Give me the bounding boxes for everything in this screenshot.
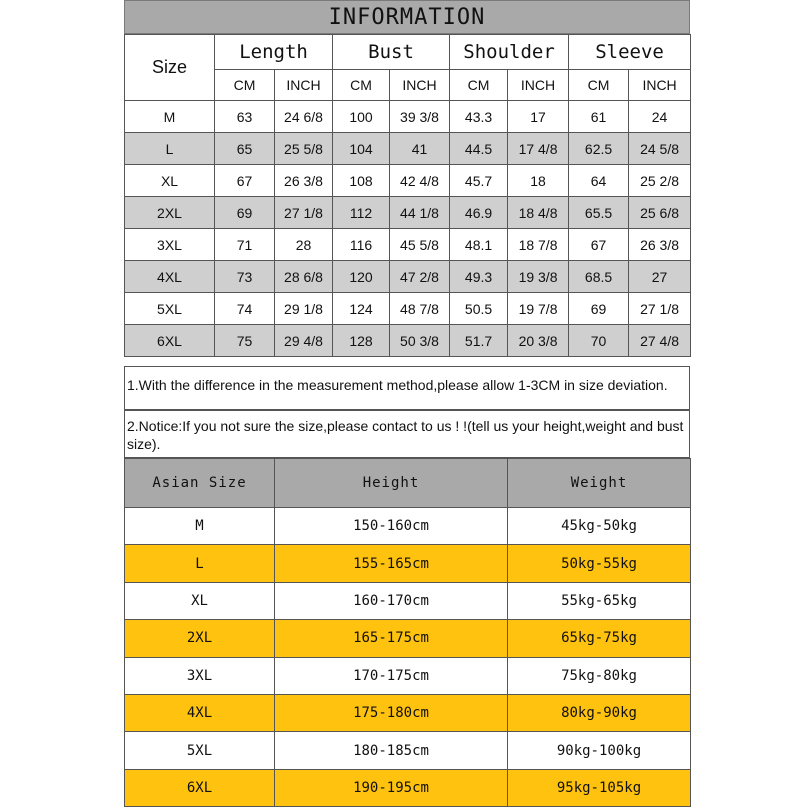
size-label: M: [125, 101, 215, 133]
weight-header: Weight: [508, 459, 691, 508]
measurement-cell: 70: [569, 325, 629, 357]
height-cell: 170-175cm: [275, 657, 508, 694]
weight-cell: 50kg-55kg: [508, 545, 691, 582]
unit-header: INCH: [508, 70, 569, 101]
unit-header: CM: [215, 70, 275, 101]
measurement-cell: 124: [333, 293, 390, 325]
measurement-cell: 120: [333, 261, 390, 293]
unit-header: INCH: [275, 70, 333, 101]
measurement-cell: 29 1/8: [275, 293, 333, 325]
measurement-cell: 45.7: [450, 165, 508, 197]
measurement-cell: 42 4/8: [390, 165, 450, 197]
measurement-cell: 29 4/8: [275, 325, 333, 357]
size-label: XL: [125, 165, 215, 197]
size-label: 2XL: [125, 197, 215, 229]
measurement-cell: 20 3/8: [508, 325, 569, 357]
measurement-cell: 43.3: [450, 101, 508, 133]
measurement-cell: 108: [333, 165, 390, 197]
unit-header: CM: [569, 70, 629, 101]
measurement-cell: 28 6/8: [275, 261, 333, 293]
measurement-cell: 24: [629, 101, 691, 133]
asian-size-label: 4XL: [125, 694, 275, 731]
information-title: INFORMATION: [124, 0, 690, 34]
asian-size-label: XL: [125, 582, 275, 619]
measurement-cell: 41: [390, 133, 450, 165]
measurement-cell: 47 2/8: [390, 261, 450, 293]
measurement-cell: 100: [333, 101, 390, 133]
measurement-cell: 75: [215, 325, 275, 357]
table-row: [125, 133, 691, 165]
table-row: [125, 545, 691, 582]
measurement-cell: 104: [333, 133, 390, 165]
unit-header: INCH: [629, 70, 691, 101]
measurement-cell: 27: [629, 261, 691, 293]
measurement-cell: 65.5: [569, 197, 629, 229]
weight-cell: 75kg-80kg: [508, 657, 691, 694]
size-label: 3XL: [125, 229, 215, 261]
measurement-cell: 26 3/8: [629, 229, 691, 261]
asian-size-label: 3XL: [125, 657, 275, 694]
measurement-cell: 17 4/8: [508, 133, 569, 165]
measurement-cell: 24 6/8: [275, 101, 333, 133]
measurement-cell: 49.3: [450, 261, 508, 293]
measurement-cell: 18 7/8: [508, 229, 569, 261]
measurement-cell: 44 1/8: [390, 197, 450, 229]
sleeve-group-header: Sleeve: [569, 35, 691, 70]
measurement-cell: 71: [215, 229, 275, 261]
measurement-cell: 45 5/8: [390, 229, 450, 261]
size-label: 4XL: [125, 261, 215, 293]
asian-size-label: L: [125, 545, 275, 582]
size-label: 5XL: [125, 293, 215, 325]
table-row: [125, 732, 691, 769]
unit-header: CM: [450, 70, 508, 101]
unit-header: INCH: [390, 70, 450, 101]
measurement-cell: 44.5: [450, 133, 508, 165]
measurement-cell: 73: [215, 261, 275, 293]
size-label: 6XL: [125, 325, 215, 357]
table-row: [125, 197, 691, 229]
measurement-cell: 39 3/8: [390, 101, 450, 133]
table-row: [125, 261, 691, 293]
weight-cell: 90kg-100kg: [508, 732, 691, 769]
table-row: [125, 694, 691, 731]
size-chart-sheet: [124, 0, 690, 800]
size-label: L: [125, 133, 215, 165]
measurement-cell: 50.5: [450, 293, 508, 325]
measurement-cell: 69: [215, 197, 275, 229]
measurement-cell: 18 4/8: [508, 197, 569, 229]
size-contact-note: 2.Notice:If you not sure the size,please contact to us ! !(tell us your height,weight and bust size).: [124, 410, 690, 458]
table-row: [125, 657, 691, 694]
measurement-cell: 28: [275, 229, 333, 261]
measurement-cell: 48 7/8: [390, 293, 450, 325]
length-group-header: Length: [215, 35, 333, 70]
measurement-cell: 17: [508, 101, 569, 133]
unit-header: CM: [333, 70, 390, 101]
table-row: [125, 508, 691, 545]
measurement-cell: 61: [569, 101, 629, 133]
measurement-note: 1.With the difference in the measurement method,please allow 1-3CM in size deviation.: [124, 366, 690, 410]
measurement-cell: 128: [333, 325, 390, 357]
measurement-table: [124, 34, 691, 357]
measurement-cell: 48.1: [450, 229, 508, 261]
measurement-cell: 50 3/8: [390, 325, 450, 357]
weight-cell: 45kg-50kg: [508, 508, 691, 545]
size-column-header: Size: [125, 35, 215, 101]
measurement-cell: 27 1/8: [275, 197, 333, 229]
weight-cell: 80kg-90kg: [508, 694, 691, 731]
height-cell: 150-160cm: [275, 508, 508, 545]
height-cell: 190-195cm: [275, 769, 508, 806]
measurement-cell: 65: [215, 133, 275, 165]
table-row: [125, 325, 691, 357]
asian-size-header: Asian Size: [125, 459, 275, 508]
table-row: [125, 165, 691, 197]
measurement-cell: 27 1/8: [629, 293, 691, 325]
asian-size-label: 2XL: [125, 620, 275, 657]
height-cell: 155-165cm: [275, 545, 508, 582]
table-row: [125, 620, 691, 657]
asian-size-label: 6XL: [125, 769, 275, 806]
measurement-cell: 69: [569, 293, 629, 325]
height-cell: 175-180cm: [275, 694, 508, 731]
measurement-cell: 26 3/8: [275, 165, 333, 197]
measurement-cell: 67: [215, 165, 275, 197]
measurement-cell: 67: [569, 229, 629, 261]
asian-size-table: [124, 458, 691, 807]
table-row: [125, 229, 691, 261]
measurement-cell: 63: [215, 101, 275, 133]
table-row: [125, 582, 691, 619]
measurement-cell: 18: [508, 165, 569, 197]
asian-size-label: M: [125, 508, 275, 545]
height-cell: 180-185cm: [275, 732, 508, 769]
measurement-cell: 51.7: [450, 325, 508, 357]
measurement-cell: 68.5: [569, 261, 629, 293]
asian-size-label: 5XL: [125, 732, 275, 769]
weight-cell: 95kg-105kg: [508, 769, 691, 806]
table-row: [125, 293, 691, 325]
height-cell: 165-175cm: [275, 620, 508, 657]
measurement-cell: 46.9: [450, 197, 508, 229]
measurement-cell: 62.5: [569, 133, 629, 165]
measurement-cell: 25 6/8: [629, 197, 691, 229]
shoulder-group-header: Shoulder: [450, 35, 569, 70]
measurement-cell: 19 7/8: [508, 293, 569, 325]
weight-cell: 55kg-65kg: [508, 582, 691, 619]
bust-group-header: Bust: [333, 35, 450, 70]
table-row: [125, 769, 691, 806]
measurement-cell: 19 3/8: [508, 261, 569, 293]
measurement-cell: 64: [569, 165, 629, 197]
weight-cell: 65kg-75kg: [508, 620, 691, 657]
measurement-cell: 25 2/8: [629, 165, 691, 197]
measurement-cell: 112: [333, 197, 390, 229]
measurement-cell: 116: [333, 229, 390, 261]
height-cell: 160-170cm: [275, 582, 508, 619]
measurement-cell: 25 5/8: [275, 133, 333, 165]
measurement-cell: 74: [215, 293, 275, 325]
table-row: [125, 101, 691, 133]
height-header: Height: [275, 459, 508, 508]
measurement-cell: 27 4/8: [629, 325, 691, 357]
measurement-cell: 24 5/8: [629, 133, 691, 165]
